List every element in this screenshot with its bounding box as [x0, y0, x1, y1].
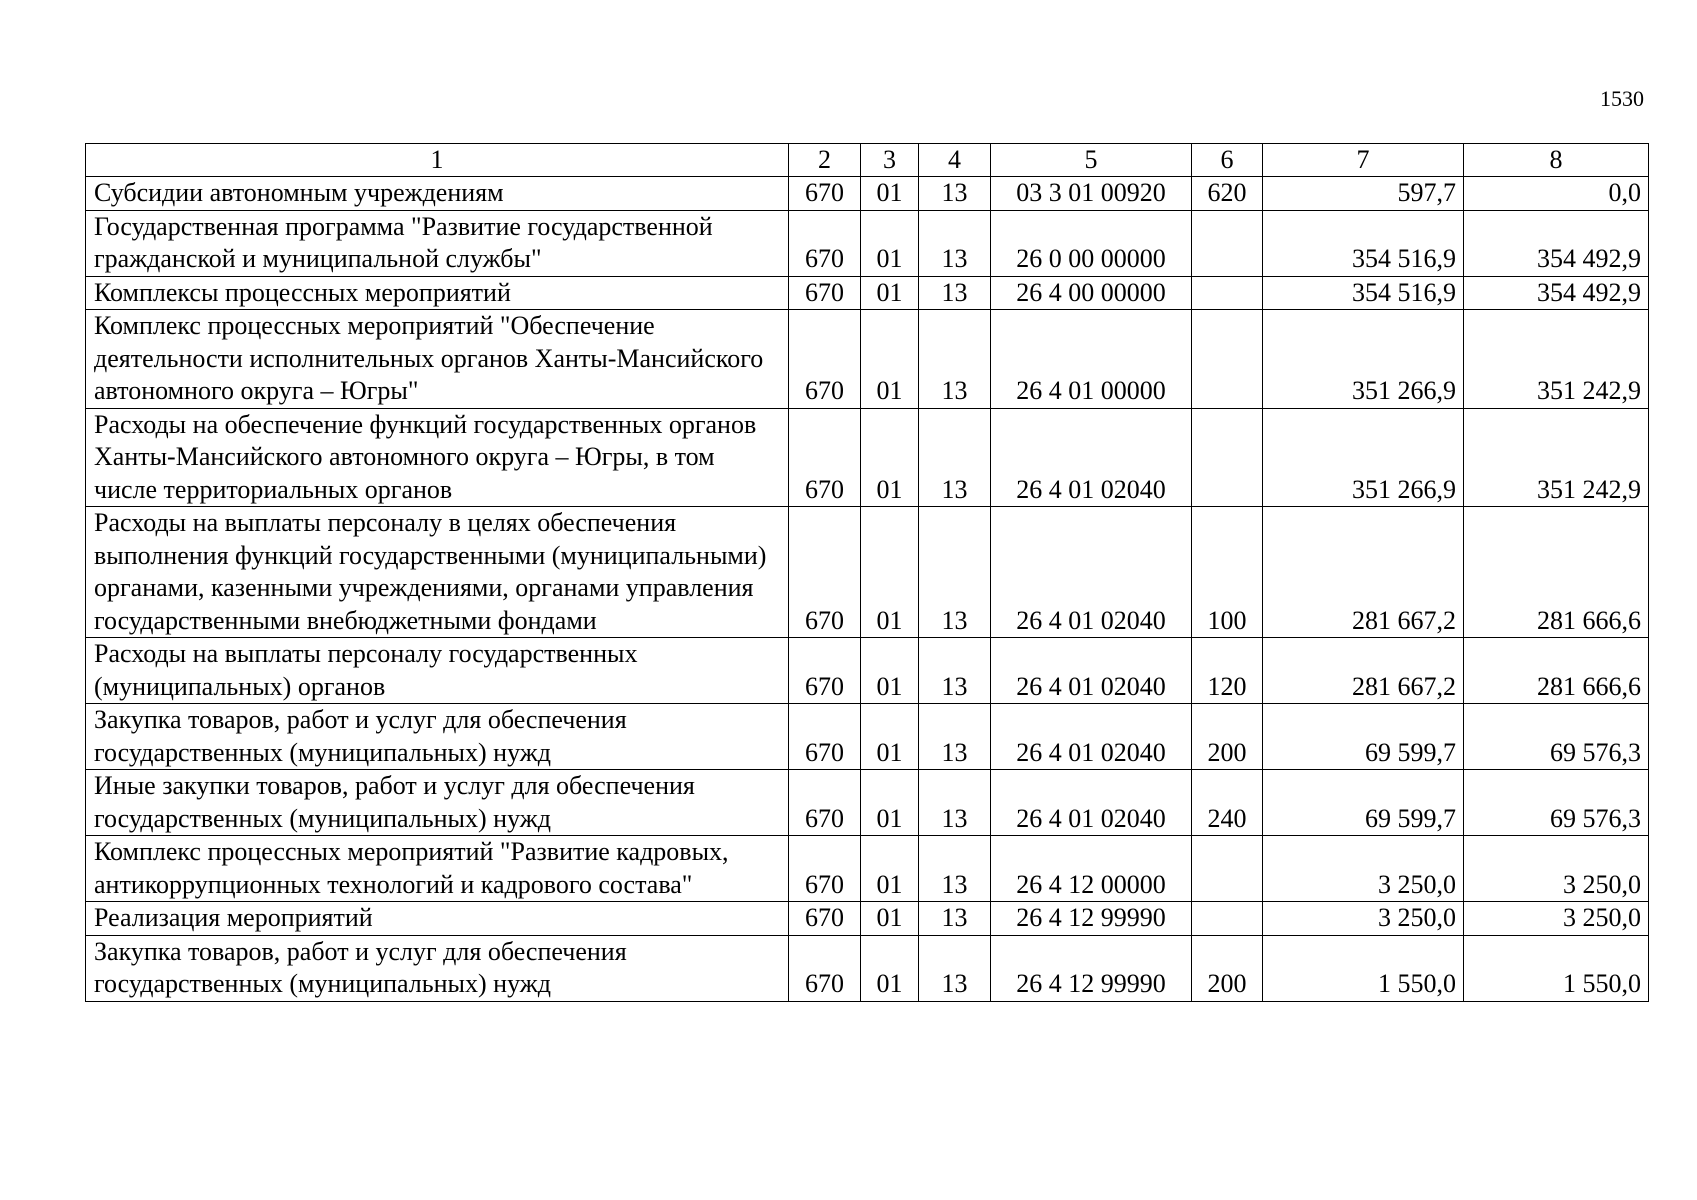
row-name-cell: Иные закупки товаров, работ и услуг для обеспечения государственных (муниципальных) нужд — [86, 770, 789, 836]
expense-type-cell: 200 — [1192, 935, 1263, 1001]
row-name-cell: Закупка товаров, работ и услуг для обеспечения государственных (муниципальных) нужд — [86, 935, 789, 1001]
amount-cell: 597,7 — [1263, 177, 1464, 211]
table-row — [86, 310, 1649, 409]
target-article-cell: 26 4 01 02040 — [991, 408, 1192, 507]
section-code-cell: 01 — [861, 935, 919, 1001]
table-row — [86, 836, 1649, 902]
target-article-cell: 26 4 12 00000 — [991, 836, 1192, 902]
amount-cell: 354 492,9 — [1464, 276, 1649, 310]
table-row — [86, 408, 1649, 507]
row-name-cell: Комплекс процессных мероприятий "Обеспечение деятельности исполнительных органов Ханты-Мансийского автономного округа – Югры" — [86, 310, 789, 409]
section-code-cell: 01 — [861, 836, 919, 902]
section-code-cell: 01 — [861, 902, 919, 936]
row-name-cell: Государственная программа "Развитие государственной гражданской и муниципальной службы" — [86, 210, 789, 276]
ministry-code-cell: 670 — [789, 935, 861, 1001]
section-code-cell: 01 — [861, 310, 919, 409]
row-name-cell: Расходы на выплаты персоналу в целях обеспечения выполнения функций государственными (муниципальными) органами, казенными учреждениями, органами управления государственными внебюджетными фондами — [86, 507, 789, 638]
table-row — [86, 770, 1649, 836]
expense-type-cell: 240 — [1192, 770, 1263, 836]
row-name-cell: Субсидии автономным учреждениям — [86, 177, 789, 211]
amount-cell: 69 576,3 — [1464, 704, 1649, 770]
subsection-code-cell: 13 — [919, 177, 991, 211]
amount-cell: 3 250,0 — [1464, 902, 1649, 936]
ministry-code-cell: 670 — [789, 507, 861, 638]
ministry-code-cell: 670 — [789, 902, 861, 936]
ministry-code-cell: 670 — [789, 210, 861, 276]
table-row — [86, 177, 1649, 211]
subsection-code-cell: 13 — [919, 408, 991, 507]
subsection-code-cell: 13 — [919, 935, 991, 1001]
amount-cell: 69 599,7 — [1263, 770, 1464, 836]
subsection-code-cell: 13 — [919, 310, 991, 409]
section-code-cell: 01 — [861, 638, 919, 704]
section-code-cell: 01 — [861, 177, 919, 211]
amount-cell: 281 667,2 — [1263, 638, 1464, 704]
amount-cell: 351 266,9 — [1263, 310, 1464, 409]
target-article-cell: 26 4 01 02040 — [991, 704, 1192, 770]
subsection-code-cell: 13 — [919, 210, 991, 276]
table-row — [86, 638, 1649, 704]
ministry-code-cell: 670 — [789, 770, 861, 836]
amount-cell: 281 666,6 — [1464, 638, 1649, 704]
expense-type-cell — [1192, 408, 1263, 507]
expense-type-cell: 200 — [1192, 704, 1263, 770]
amount-cell: 3 250,0 — [1464, 836, 1649, 902]
target-article-cell: 26 4 01 02040 — [991, 507, 1192, 638]
section-code-cell: 01 — [861, 704, 919, 770]
target-article-cell: 26 4 01 02040 — [991, 638, 1192, 704]
column-header: 5 — [991, 144, 1192, 177]
amount-cell: 354 516,9 — [1263, 210, 1464, 276]
amount-cell: 351 242,9 — [1464, 310, 1649, 409]
column-header: 4 — [919, 144, 991, 177]
expense-type-cell: 620 — [1192, 177, 1263, 211]
expense-type-cell — [1192, 902, 1263, 936]
row-name-cell: Комплексы процессных мероприятий — [86, 276, 789, 310]
target-article-cell: 26 4 00 00000 — [991, 276, 1192, 310]
amount-cell: 3 250,0 — [1263, 836, 1464, 902]
page-number: 1530 — [1600, 86, 1644, 111]
ministry-code-cell: 670 — [789, 276, 861, 310]
amount-cell: 1 550,0 — [1263, 935, 1464, 1001]
table-row — [86, 935, 1649, 1001]
column-header: 1 — [86, 144, 789, 177]
section-code-cell: 01 — [861, 210, 919, 276]
section-code-cell: 01 — [861, 507, 919, 638]
ministry-code-cell: 670 — [789, 310, 861, 409]
subsection-code-cell: 13 — [919, 507, 991, 638]
row-name-cell: Комплекс процессных мероприятий "Развитие кадровых, антикоррупционных технологий и кадрового состава" — [86, 836, 789, 902]
target-article-cell: 26 4 12 99990 — [991, 935, 1192, 1001]
row-name-cell: Расходы на обеспечение функций государственных органов Ханты-Мансийского автономного округа – Югры, в том числе территориальных органов — [86, 408, 789, 507]
section-code-cell: 01 — [861, 408, 919, 507]
amount-cell: 354 516,9 — [1263, 276, 1464, 310]
amount-cell: 351 266,9 — [1263, 408, 1464, 507]
expense-type-cell: 120 — [1192, 638, 1263, 704]
amount-cell: 351 242,9 — [1464, 408, 1649, 507]
subsection-code-cell: 13 — [919, 276, 991, 310]
budget-table — [85, 143, 1649, 1002]
amount-cell: 3 250,0 — [1263, 902, 1464, 936]
amount-cell: 0,0 — [1464, 177, 1649, 211]
subsection-code-cell: 13 — [919, 638, 991, 704]
ministry-code-cell: 670 — [789, 704, 861, 770]
expense-type-cell — [1192, 310, 1263, 409]
row-name-cell: Закупка товаров, работ и услуг для обеспечения государственных (муниципальных) нужд — [86, 704, 789, 770]
target-article-cell: 26 0 00 00000 — [991, 210, 1192, 276]
column-header: 2 — [789, 144, 861, 177]
ministry-code-cell: 670 — [789, 836, 861, 902]
column-header: 8 — [1464, 144, 1649, 177]
target-article-cell: 26 4 01 02040 — [991, 770, 1192, 836]
target-article-cell: 26 4 01 00000 — [991, 310, 1192, 409]
subsection-code-cell: 13 — [919, 836, 991, 902]
amount-cell: 281 666,6 — [1464, 507, 1649, 638]
subsection-code-cell: 13 — [919, 902, 991, 936]
expense-type-cell — [1192, 276, 1263, 310]
section-code-cell: 01 — [861, 276, 919, 310]
amount-cell: 354 492,9 — [1464, 210, 1649, 276]
amount-cell: 281 667,2 — [1263, 507, 1464, 638]
amount-cell: 69 599,7 — [1263, 704, 1464, 770]
table-row — [86, 902, 1649, 936]
table-row — [86, 507, 1649, 638]
column-header: 3 — [861, 144, 919, 177]
column-header: 6 — [1192, 144, 1263, 177]
section-code-cell: 01 — [861, 770, 919, 836]
amount-cell: 69 576,3 — [1464, 770, 1649, 836]
table-row — [86, 210, 1649, 276]
table-header-row — [86, 144, 1649, 177]
row-name-cell: Реализация мероприятий — [86, 902, 789, 936]
table-row — [86, 276, 1649, 310]
expense-type-cell — [1192, 836, 1263, 902]
ministry-code-cell: 670 — [789, 177, 861, 211]
row-name-cell: Расходы на выплаты персоналу государственных (муниципальных) органов — [86, 638, 789, 704]
subsection-code-cell: 13 — [919, 704, 991, 770]
ministry-code-cell: 670 — [789, 408, 861, 507]
target-article-cell: 26 4 12 99990 — [991, 902, 1192, 936]
table-row — [86, 704, 1649, 770]
column-header: 7 — [1263, 144, 1464, 177]
amount-cell: 1 550,0 — [1464, 935, 1649, 1001]
expense-type-cell: 100 — [1192, 507, 1263, 638]
expense-type-cell — [1192, 210, 1263, 276]
ministry-code-cell: 670 — [789, 638, 861, 704]
subsection-code-cell: 13 — [919, 770, 991, 836]
target-article-cell: 03 3 01 00920 — [991, 177, 1192, 211]
